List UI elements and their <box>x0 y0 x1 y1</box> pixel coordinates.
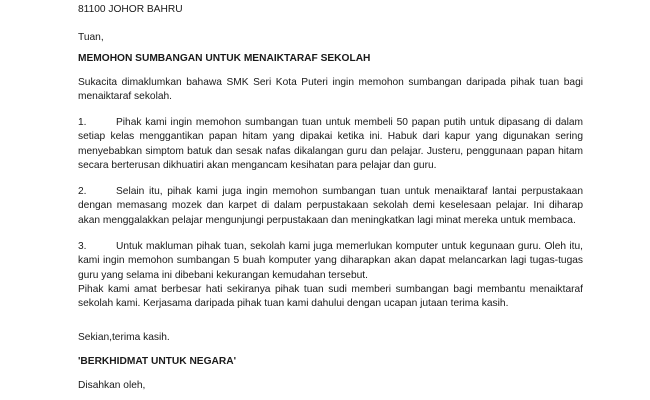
paragraph-point-1 <box>78 116 583 173</box>
intro-paragraph: Sukacita dimaklumkan bahawa SMK Seri Kota Puteri ingin memohon sumbangan daripada pihak tuan bagi menaiktaraf sekolah. <box>78 77 583 103</box>
salutation: Tuan, <box>78 32 104 43</box>
closing-paragraph: Pihak kami amat berbesar hati sekiranya pihak tuan sudi memberi sumbangan bagi membantu menaiktaraf sekolah kami. Kerjasama daripada pihak tuan kami dahului dengan ucapan jutaan terima kasih. <box>78 284 583 310</box>
paragraph-point-3 <box>78 240 583 283</box>
paragraph-point-2 <box>78 185 583 228</box>
point-text: Pihak kami ingin memohon sumbangan tuan untuk membeli 50 papan putih untuk dipasang di dalam setiap kelas menggantikan papan hitam yang dipakai ketika ini. Habuk dari kapur yang digunakan sering menyebabkan simptom batuk dan sesak nafas dikalangan guru dan pelajar. Justeru, penggunaan papan hitam secara berterusan dikhuatiri akan mengancam kesihatan para pelajar dan guru. <box>78 117 583 171</box>
point-text: Untuk makluman pihak tuan, sekolah kami juga memerlukan komputer untuk kegunaan guru. Oleh itu, kami ingin memohon sumbangan 5 buah komputer yang diharapkan akan dapat melancarkan lagi tugas-tugas guru yang selama ini dibebani kekurangan kemudahan tersebut. <box>78 241 583 281</box>
point-number: 3. <box>78 241 87 252</box>
motto: 'BERKHIDMAT UNTUK NEGARA' <box>78 356 237 367</box>
thanks-line: Sekian,terima kasih. <box>78 332 170 343</box>
point-number: 2. <box>78 186 87 197</box>
point-text: Selain itu, pihak kami juga ingin memohon sumbangan tuan untuk menaiktaraf lantai perpustakaan dengan memasang mozek dan karpet di dalam perpustakaan sekolah demi keselesaan pelajar. Ini diharap akan menggalakkan pelajar mengunjungi perpustakaan dan meningkatkan lagi minat mereka untuk membaca. <box>78 186 583 226</box>
letter-subject: MEMOHON SUMBANGAN UNTUK MENAIKTARAF SEKOLAH <box>78 53 371 64</box>
signoff: Disahkan oleh, <box>78 380 146 391</box>
address-line: 81100 JOHOR BAHRU <box>78 4 183 15</box>
point-number: 1. <box>78 117 87 128</box>
